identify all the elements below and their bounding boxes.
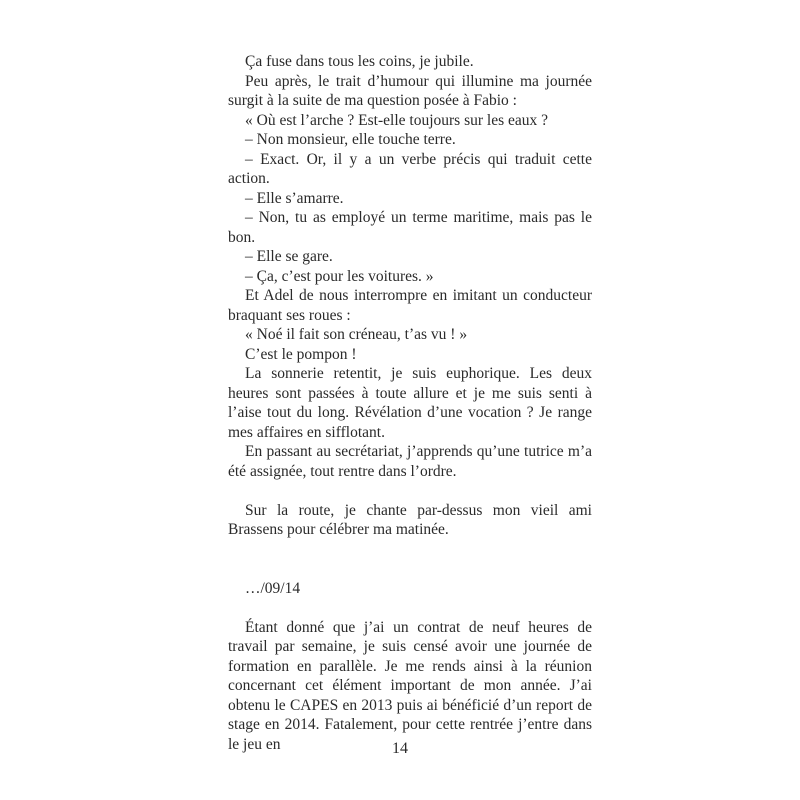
paragraph: C’est le pompon !	[245, 345, 357, 363]
paragraph: Et Adel de nous interrompre en imitant un conducteur braquant ses roues :	[228, 287, 592, 324]
paragraph: Peu après, le trait d’humour qui illumine ma journée surgit à la suite de ma question posée à Fabio :	[228, 72, 592, 109]
paragraph: Ça fuse dans tous les coins, je jubile.	[245, 53, 474, 70]
dialogue-line: « Où est l’arche ? Est-elle toujours sur les eaux ?	[245, 111, 549, 129]
paragraph: La sonnerie retentit, je suis euphorique. Les deux heures sont passées à toute allure et je me suis senti à l’aise tout du long. Révélation d’une vocation ? Je range mes affaires en sifflotant.	[228, 365, 592, 441]
spacer	[228, 540, 592, 579]
page-body	[228, 52, 592, 754]
paragraph: Sur la route, je chante par-dessus mon vieil ami Brassens pour célébrer ma matinée.	[228, 501, 592, 538]
spacer	[228, 598, 592, 618]
paragraph: En passant au secrétariat, j’apprends qu’une tutrice m’a été assignée, tout rentre dans l’ordre.	[228, 443, 592, 480]
dialogue-line: – Non monsieur, elle touche terre.	[245, 131, 456, 148]
dialogue-line: – Elle s’amarre.	[245, 189, 344, 207]
dialogue-line: « Noé il fait son créneau, t’as vu ! »	[245, 326, 468, 343]
dialogue-line: – Ça, c’est pour les voitures. »	[245, 267, 434, 285]
page-number: 14	[392, 740, 408, 757]
dialogue-line: – Elle se gare.	[245, 248, 333, 265]
date-heading: …/09/14	[245, 579, 301, 597]
dialogue-line: – Exact. Or, il y a un verbe précis qui traduit cette action.	[228, 150, 592, 187]
dialogue-line: – Non, tu as employé un terme maritime, mais pas le bon.	[228, 209, 592, 246]
spacer	[228, 481, 592, 501]
paragraph: Étant donné que j’ai un contrat de neuf heures de travail par semaine, je suis censé avoir une journée de formation en parallèle. Je me rends ainsi à la réunion concernant cet élément important de mon année. J’ai obtenu le CAPES en 2013 puis ai bénéficié d’un report de stage en 2014. Fatalement, pour cette rentrée j’entre dans le jeu en	[228, 618, 592, 753]
